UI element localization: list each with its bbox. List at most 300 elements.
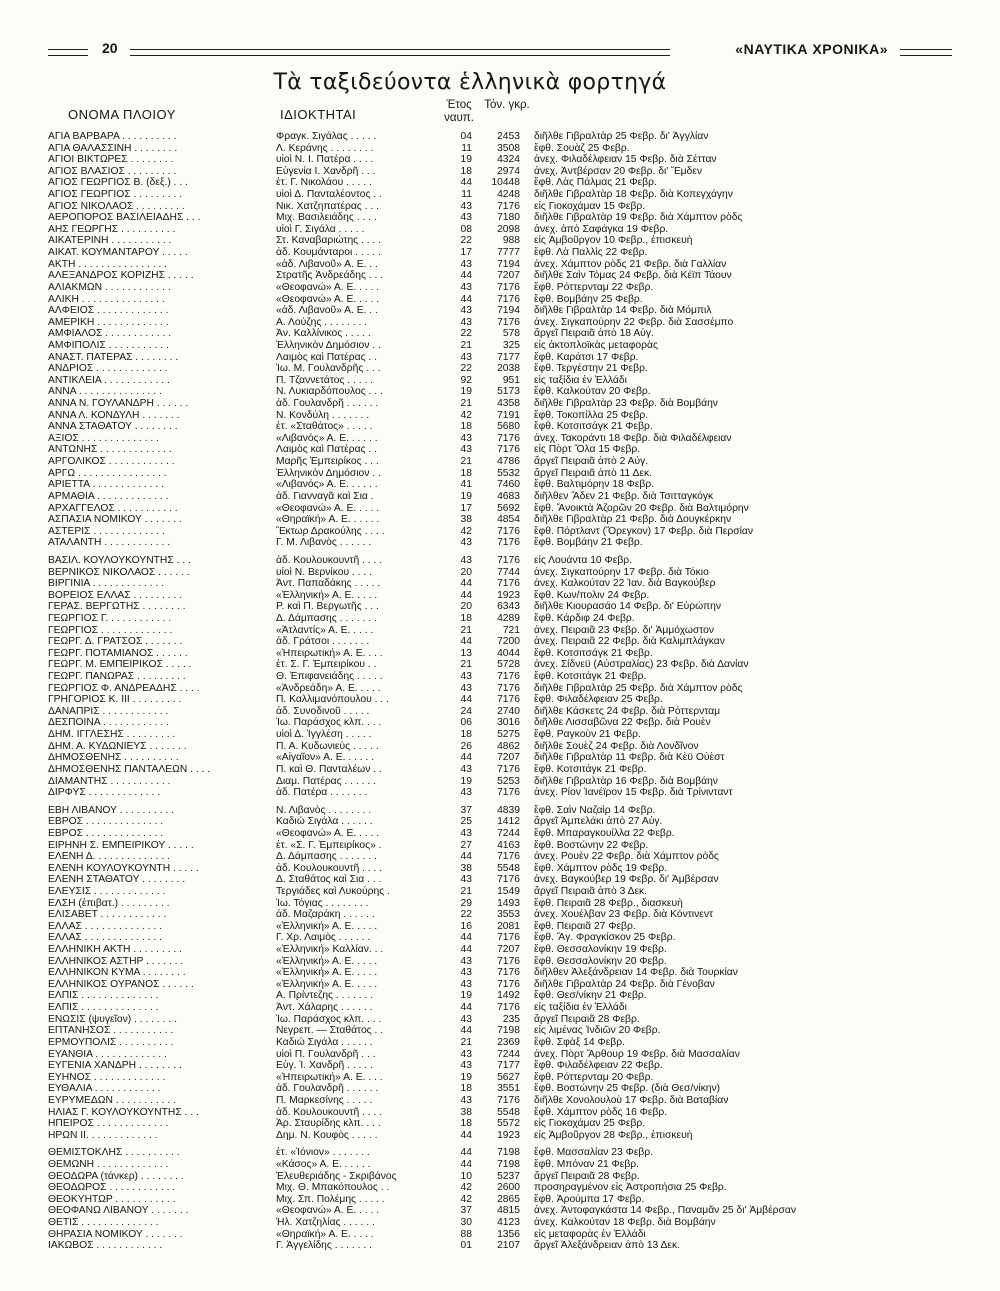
ship-name: ΕΛΕΝΗ Δ. . . . . . . . . . . . . . xyxy=(48,851,170,863)
ship-status: ἀνεχ. Ἀντοφαγκάστα 14 Φεβρ., Παναμᾶν 25 δι' Ἀμβέρσαν xyxy=(534,1205,796,1217)
table-row xyxy=(48,694,940,706)
table-row xyxy=(48,189,940,201)
year-built: 21 xyxy=(460,659,472,671)
ship-owner: Γ. Μ. Λιβανὸς . . . . . . xyxy=(276,537,372,549)
table-row xyxy=(48,1049,940,1061)
year-built: 19 xyxy=(460,490,472,502)
ship-status: ἄργεῖ Πειραιᾶ 28 Φεβρ. xyxy=(534,1013,640,1025)
year-built: 43 xyxy=(460,682,472,694)
ship-name: ΘΕΜΩΝΗ . . . . . . . . . . . . . xyxy=(48,1159,169,1171)
year-built: 18 xyxy=(460,467,472,479)
table-row xyxy=(48,1025,940,1037)
ship-owner: Εὐγ. Ἰ. Χανδρῆ . . . . . xyxy=(276,1060,373,1072)
ship-name: ΕΛΛΗΝΙΚΗ ΑΚΤΗ . . . . . . . . . xyxy=(48,944,182,956)
table-row xyxy=(48,131,940,143)
ship-name: ΕΛΕΝΗ ΚΟΥΛΟΥΚΟΥΝΤΗ . . . . . xyxy=(48,862,199,874)
table-row xyxy=(48,741,940,753)
gross-tons: 5548 xyxy=(497,1106,520,1118)
table-row xyxy=(48,282,940,294)
year-built: 43 xyxy=(460,212,472,224)
year-built: 44 xyxy=(460,589,472,601)
ship-status: ἔφθ. Ἅγ. Φραγκίσκον 25 Φεβρ. xyxy=(534,932,676,944)
gross-tons: 7191 xyxy=(497,409,520,421)
ship-status: εἰς ἀκτοπλοϊκὰς μεταφορὰς xyxy=(534,339,658,351)
table-row xyxy=(48,235,940,247)
table-row xyxy=(48,433,940,445)
ship-owner: «ἀδ. Λιβανοῦ» Α. Ε. . . xyxy=(276,258,378,270)
ship-owner: Ν. Λιβανὸς . . . . . . . . xyxy=(276,804,372,816)
ship-status: ἀνεχ. Βαγκούβερ 19 Φεβρ. δι' Ἀμβέρσαν xyxy=(534,874,719,886)
year-built: 43 xyxy=(460,955,472,967)
ship-status: ἔφθ. Λὰ Παλλὶς 22 Φεβρ. xyxy=(534,247,648,259)
ship-name: ΑΣΠΑΣΙΑ ΝΟΜΙΚΟΥ . . . . . . . xyxy=(48,514,182,526)
ship-status: ἔφθ. Κοτσιτσάγκ 21 Φεβρ. xyxy=(534,421,653,433)
ship-owner: Δ. Δάμπασης . . . . . . . xyxy=(276,612,377,624)
gross-tons: 7777 xyxy=(497,247,520,259)
table-row xyxy=(48,154,940,166)
table-row xyxy=(48,340,940,352)
year-built: 01 xyxy=(460,1240,472,1252)
table-row xyxy=(48,1083,940,1095)
ship-owner: Ἀντ. Χάλαρης . . . . . . xyxy=(276,1002,373,1014)
ship-name: ΘΕΜΙΣΤΟΚΛΗΣ . . . . . . . . . . xyxy=(48,1147,180,1159)
year-built: 26 xyxy=(460,740,472,752)
table-row xyxy=(48,764,940,776)
table-row xyxy=(48,410,940,422)
ship-name: ΑΜΕΡΙΚΗ . . . . . . . . . . . . . xyxy=(48,316,169,328)
ship-name: ΓΕΩΡΓ. ΠΟΤΑΜΙΑΝΟΣ . . . . . . xyxy=(48,647,188,659)
gross-tons: 7176 xyxy=(497,200,520,212)
gross-tons: 4786 xyxy=(497,456,520,468)
year-built: 43 xyxy=(460,787,472,799)
gross-tons: 7177 xyxy=(497,1060,520,1072)
gross-tons: 1923 xyxy=(497,1129,520,1141)
ship-name: ΕΛΣΗ (ἐπιβατ.) . . . . . . . . . xyxy=(48,897,170,909)
ship-name: ΔΙΡΦΥΣ . . . . . . . . . . . . . xyxy=(48,787,161,799)
table-row xyxy=(48,555,940,567)
table-row xyxy=(48,1060,940,1072)
ship-owner: «Λιβανός» Α. Ε. . . . . . xyxy=(276,432,378,444)
table-row xyxy=(48,363,940,375)
year-built: 11 xyxy=(461,142,472,154)
ship-owner: Καδιώ Σιγάλα . . . . . . xyxy=(276,816,373,828)
gross-tons: 7176 xyxy=(497,682,520,694)
ship-name: ΑΛΙΚΗ . . . . . . . . . . . . . . . xyxy=(48,293,165,305)
year-built: 43 xyxy=(460,554,472,566)
table-row xyxy=(48,567,940,579)
gross-tons: 721 xyxy=(502,624,520,636)
gross-tons: 7176 xyxy=(497,316,520,328)
ship-status: διῆλθεν Ἄδεν 21 Φεβρ. διὰ Τσιτταγκόγκ xyxy=(534,490,714,502)
ship-owner: Α. Πρίντεζης . . . . . . . xyxy=(276,990,374,1002)
ship-status: ἔφθ. Τοκοπίλλα 25 Φεβρ. xyxy=(534,409,649,421)
gross-tons: 7200 xyxy=(497,636,520,648)
ship-owner: «Θεοφανώ» Α. Ε. . . . . xyxy=(276,293,380,305)
ship-name: ΑΤΑΛΑΝΤΗ . . . . . . . . . . . . xyxy=(48,537,171,549)
ship-status: εἰς Πὸρτ Ὅλα 15 Φεβρ. xyxy=(534,444,641,456)
ship-status: ἔφθ. Φιλαδέλφειαν 25 Φεβρ. xyxy=(534,694,663,706)
ship-owner: Ἀρ. Σταυρίδης κλπ. . . . xyxy=(276,1118,381,1130)
year-built: 44 xyxy=(460,851,472,863)
ship-status: ἔφθ. Κοτσιτάγκ 21 Φεβρ. xyxy=(534,671,647,683)
ship-owner: «Κάσος» Α. Ε. . . . . . xyxy=(276,1159,371,1171)
year-built: 22 xyxy=(460,363,472,375)
year-built: 22 xyxy=(460,909,472,921)
ship-status: ἄργεῖ Πειραιᾶ ἀπὸ 3 Δεκ. xyxy=(534,886,648,897)
table-row xyxy=(48,247,940,259)
ship-name: ΓΕΩΡΓ. Δ. ΓΡΑΤΣΟΣ . . . . . . . xyxy=(48,636,183,648)
ship-name: ΓΡΗΓΟΡΙΟΣ Κ. ΙΙΙ . . . . . . . . . xyxy=(48,694,182,706)
gross-tons: 7177 xyxy=(497,351,520,363)
year-built: 19 xyxy=(460,775,472,787)
ship-name: ΔΗΜΟΣΘΕΝΗΣ . . . . . . . . . . xyxy=(48,752,179,764)
gross-tons: 7176 xyxy=(497,851,520,863)
table-row xyxy=(48,259,940,271)
ship-status: ἀνεχ. Χάμπτον ρὸδς 21 Φεβρ. διὰ Γαλλίαν xyxy=(534,258,727,270)
ship-owner: ἑτ. «Ἰόνιον» . . . . . . . xyxy=(276,1147,370,1159)
year-built: 06 xyxy=(460,717,472,729)
ship-status: διῆλθε Σαὶν Τόμας 24 Φεβρ. διὰ Κέϊπ Τάουν xyxy=(534,270,732,282)
year-built: 44 xyxy=(460,1159,472,1171)
ship-owner: Ἀντ. Παπαδάκης . . . . . xyxy=(276,578,381,590)
ship-name: ΑΓΙΟΣ ΓΕΩΡΓΙΟΣ Β. (δεξ.) . . . xyxy=(48,177,188,189)
year-built: 27 xyxy=(460,839,472,851)
header-rule-right xyxy=(900,49,952,56)
ship-owner: Στ. Καναβαριώτης . . . . xyxy=(276,235,382,247)
ship-owner: «Θηραϊκή» Α. Ε. . . . . . xyxy=(276,514,380,526)
table-row xyxy=(48,1171,940,1183)
ship-owner: ἀδ. Γιανναγᾶ καὶ Σια . xyxy=(276,490,374,502)
ship-name: ΑΓΙΟΙ ΒΙΚΤΩΡΕΣ . . . . . . . . xyxy=(48,154,174,166)
ship-name: ΑΕΡΟΠΟΡΟΣ ΒΑΣΙΛΕΙΑΔΗΣ . . . xyxy=(48,212,201,224)
year-built: 43 xyxy=(460,827,472,839)
table-row xyxy=(48,1182,940,1194)
table-row xyxy=(48,805,940,817)
ship-status: διῆλθε Κιουρασάο 14 Φεβρ. δι' Εὐρώπην xyxy=(534,601,721,613)
ship-status: ἀνεχ. Φιλαδέλφειαν 15 Φεβρ. διὰ Σέτταν xyxy=(534,154,717,166)
running-head: «ΝΑΥΤΙΚΑ ΧΡΟΝΙΚΑ» xyxy=(735,41,888,57)
year-built: 43 xyxy=(460,1048,472,1060)
ship-name: ΔΑΝΑΠΡΙΣ . . . . . . . . . . . . xyxy=(48,705,169,717)
year-built: 44 xyxy=(460,578,472,590)
ship-status: εἰς Γιοκοχάμαν 25 Φεβρ. xyxy=(534,1118,646,1130)
ship-owner: Ἰω. Μ. Γουλανδρῆς . . . xyxy=(276,363,381,375)
gross-tons: 2098 xyxy=(497,223,520,235)
year-built: 19 xyxy=(460,990,472,1002)
table-row xyxy=(48,729,940,741)
gross-tons: 7176 xyxy=(497,432,520,444)
ship-status: ἄργεῖ Πειραιᾶ ἀπὸ 18 Αὐγ. xyxy=(534,328,654,340)
ship-status: ἔφθ. Σφὰξ 14 Φεβρ. xyxy=(534,1036,625,1048)
ship-name: ΓΕΩΡΓΙΟΣ Φ. ΑΝΔΡΕΑΔΗΣ . . . . xyxy=(48,682,200,694)
gross-tons: 5253 xyxy=(497,775,520,787)
year-built: 04 xyxy=(460,131,472,142)
ship-owner: «Αἰγαῖον» Α. Ε. . . . . . xyxy=(276,752,375,764)
year-built: 21 xyxy=(460,456,472,468)
year-built: 44 xyxy=(460,752,472,764)
table-row xyxy=(48,1037,940,1049)
ship-name: ΘΗΡΑΣΙΑ ΝΟΜΙΚΟΥ . . . . . . . xyxy=(48,1228,183,1240)
ship-name: ΑΝΝΑ Λ. ΚΟΝΔΥΛΗ . . . . . . . xyxy=(48,409,180,421)
table-row xyxy=(48,851,940,863)
ship-owner: ἀδ. Μαζαράκη . . . . . . xyxy=(276,909,375,921)
ship-owner: Εὐγενία Ι. Χανδρῆ . . . xyxy=(276,165,376,177)
gross-tons: 2038 xyxy=(497,363,520,375)
ship-status: ἀνεχ. Χουέλβαν 23 Φεβρ. διὰ Κόντινεντ xyxy=(534,909,714,921)
table-row xyxy=(48,590,940,602)
ship-status: ἄργεῖ Ἀμπελάκι ἀπὸ 27 Αὐγ. xyxy=(534,816,663,828)
gross-tons: 4248 xyxy=(497,189,520,201)
ship-owner: «Ἑλληνική» Α. Ε. . . . . xyxy=(276,967,378,979)
ship-owner: ἀδ. Κουλουκουντῆ . . . . xyxy=(276,554,383,566)
gross-tons: 5572 xyxy=(497,1118,520,1130)
gross-tons: 2453 xyxy=(497,131,520,142)
gross-tons: 7207 xyxy=(497,270,520,282)
ship-owner: Νεγρεπ. — Σταθάτος . . xyxy=(276,1025,384,1037)
table-row xyxy=(48,1217,940,1229)
table-row xyxy=(48,1002,940,1014)
ship-status: ἔφθ. Σαὶν Ναζαὶρ 14 Φεβρ. xyxy=(534,804,656,816)
gross-tons: 7207 xyxy=(497,944,520,956)
gross-tons: 7176 xyxy=(497,763,520,775)
gross-tons: 578 xyxy=(502,328,520,340)
table-row xyxy=(48,898,940,910)
ship-status: διῆλθε Γιβραλτὰρ 23 Φεβρ. διὰ Βομβάην xyxy=(534,398,718,410)
ship-name: ΕΛΕΝΗ ΣΤΑΘΑΤΟΥ . . . . . . . . xyxy=(48,874,186,886)
ship-name: ΕΥΓΕΝΙΑ ΧΑΝΔΡΗ . . . . . . . . xyxy=(48,1060,182,1072)
table-row xyxy=(48,328,940,340)
table-row xyxy=(48,909,940,921)
gross-tons: 4683 xyxy=(497,490,520,502)
ship-name: ΕΛΠΙΣ . . . . . . . . . . . . . . xyxy=(48,1002,159,1014)
gross-tons: 3016 xyxy=(497,717,520,729)
year-built: 43 xyxy=(460,444,472,456)
ship-name: ΑΓΙΑ ΒΑΡΒΑΡΑ . . . . . . . . . . xyxy=(48,131,177,142)
header-rule-left xyxy=(48,49,88,56)
ship-status: διῆλθε Λισσαβῶνα 22 Φεβρ. διὰ Ρουὲν xyxy=(534,717,711,729)
ship-owner: Π. Τζαννετάτος . . . . . xyxy=(276,374,374,386)
ship-owner: «Ἀτλαντίς» Α. Ε. . . . . xyxy=(276,624,374,636)
gross-tons: 4324 xyxy=(497,154,520,166)
ship-owner: «Ἠπειρωτική» Α. Ε. . . . xyxy=(276,1071,383,1083)
ship-owner: ἀδ. Κουμάνταροι . . . . . xyxy=(276,247,381,259)
year-built: 37 xyxy=(460,1205,472,1217)
table-row xyxy=(48,398,940,410)
table-row xyxy=(48,659,940,671)
ship-name: ΒΑΣΙΛ. ΚΟΥΛΟΥΚΟΥΝΤΗΣ . . . xyxy=(48,554,191,566)
gross-tons: 7244 xyxy=(497,1048,520,1060)
year-built: 38 xyxy=(460,514,472,526)
ship-name: ΑΙΚΑΤΕΡΙΝΗ . . . . . . . . . . . xyxy=(48,235,172,247)
gross-tons: 2107 xyxy=(497,1240,520,1252)
ship-status: ἔφθ. Ρόττερνταμ 22 Φεβρ. xyxy=(534,281,654,293)
ship-status: ἀνεχ. Σιγκαπούρην 17 Φεβρ. διὰ Τόκιο xyxy=(534,566,709,578)
ship-owner: ἀδ. Συνοδινοῦ . . . . . xyxy=(276,705,370,717)
ship-status: προσηραγμένον εἰς Ἀστροπήσια 25 Φεβρ. xyxy=(534,1182,727,1194)
ship-owner: Π. Α. Κυδωνιεὺς . . . . . xyxy=(276,740,379,752)
gross-tons: 7194 xyxy=(497,258,520,270)
table-row xyxy=(48,537,940,549)
ship-status: ἄργεῖ Πειραιᾶ ἀπὸ 2 Αὐγ. xyxy=(534,456,649,468)
gross-tons: 4862 xyxy=(497,740,520,752)
table-row xyxy=(48,706,940,718)
ship-owner: Λαιμὸς καὶ Πατέρας . . xyxy=(276,444,377,456)
ship-name: ΑΝΔΡΙΟΣ . . . . . . . . . . . . . xyxy=(48,363,168,375)
ship-status: ἔφθ. Μασσαλίαν 23 Φεβρ. xyxy=(534,1147,654,1159)
ship-name: ΑΡΓΟΛΙΚΟΣ . . . . . . . . . . . . xyxy=(48,456,175,468)
gross-tons: 7744 xyxy=(497,566,520,578)
ship-status: ἀνεχ. Πειραιᾶ 23 Φεβρ. δι' Ἀμμόχωστον xyxy=(534,624,715,636)
year-built: 21 xyxy=(460,624,472,636)
year-built: 43 xyxy=(460,281,472,293)
ship-name: ΕΛΠΙΣ . . . . . . . . . . . . . . xyxy=(48,990,159,1002)
gross-tons: 5692 xyxy=(497,502,520,514)
gross-tons: 7176 xyxy=(497,978,520,990)
ship-name: ΗΛΙΑΣ Γ. ΚΟΥΛΟΥΚΟΥΝΤΗΣ . . . xyxy=(48,1106,199,1118)
year-built: 19 xyxy=(460,1071,472,1083)
year-built: 42 xyxy=(460,409,472,421)
gross-tons: 4839 xyxy=(497,804,520,816)
year-built: 44 xyxy=(460,944,472,956)
ship-status: ἔφθ. Χάμπτον ρὸδς 16 Φεβρ. xyxy=(534,1106,668,1118)
table-row xyxy=(48,1072,940,1084)
ship-status: ἔφθ. Ἀρούμπα 17 Φεβρ. xyxy=(534,1193,645,1205)
ship-name: ΔΗΜ. ΙΓΓΛΕΣΗΣ . . . . . . . . . xyxy=(48,729,176,741)
ship-status: ἔφθ. Βομβάην 21 Φεβρ. xyxy=(534,537,643,549)
table-row xyxy=(48,375,940,387)
gross-tons: 6343 xyxy=(497,601,520,613)
ship-status: διῆλθε Χονολουλοὺ 17 Φεβρ. διὰ Βαταβίαν xyxy=(534,1094,729,1106)
ship-owner: «Ἑλληνική» Α. Ε. . . . . xyxy=(276,955,378,967)
table-row xyxy=(48,990,940,1002)
table-row xyxy=(48,816,940,828)
ship-name: ΕΥΗΝΟΣ . . . . . . . . . . . . . xyxy=(48,1071,166,1083)
gross-tons: 2865 xyxy=(497,1193,520,1205)
ship-owner: Στρατῆς Ἀνδρεάδης . . . xyxy=(276,270,384,282)
year-built: 44 xyxy=(460,1002,472,1014)
ship-status: εἰς μεταφορὰς ἐν Ἑλλάδι xyxy=(534,1228,646,1240)
ship-owner: Γ. Ἀγγελίδης . . . . . . . xyxy=(276,1240,372,1252)
ship-owner: ἀδ. Κουλουκουντῆ . . . . xyxy=(276,1106,383,1118)
ship-owner: Ἀν. Καλλίνικος . . . . . xyxy=(276,328,371,340)
year-built: 18 xyxy=(460,165,472,177)
header-rule-middle xyxy=(130,49,670,56)
table-row xyxy=(48,456,940,468)
ship-owner: ἀδ. Γουλανδρῆ . . . . . . xyxy=(276,1083,379,1095)
ship-status: ἄργεῖ Πειραιᾶ 28 Φεβρ. xyxy=(534,1170,640,1182)
gross-tons: 7176 xyxy=(497,444,520,456)
gross-tons: 5548 xyxy=(497,862,520,874)
ship-owner: Λ. Κεράνης . . . . . . . . xyxy=(276,142,374,154)
gross-tons: 7198 xyxy=(497,1159,520,1171)
year-built: 18 xyxy=(460,1118,472,1130)
table-row xyxy=(48,1205,940,1217)
column-header-owners: ΙΔΙΟΚΤΗΤΑΙ xyxy=(280,107,357,122)
year-built: 43 xyxy=(460,763,472,775)
ship-name: ΑΡΧΑΓΓΕΛΟΣ . . . . . . . . . . . xyxy=(48,502,178,514)
ship-owner: Ἰω. Παράσχος κλπ. . . . xyxy=(276,717,382,729)
ship-owner: Ν. Λυκιαρδόπουλος . . . xyxy=(276,386,383,398)
ship-status: ἀνεχ. Καλκούταν 18 Φεβρ. διὰ Βομβάην xyxy=(534,1217,716,1229)
ship-name: ΔΗΜΟΣΘΕΝΗΣ ΠΑΝΤΑΛΕΩΝ . . . . xyxy=(48,763,211,775)
table-row xyxy=(48,270,940,282)
table-row xyxy=(48,1095,940,1107)
gross-tons: 7176 xyxy=(497,578,520,590)
gross-tons: 7176 xyxy=(497,1002,520,1014)
ship-owner: Ἐλευθεριάδης - Σκριβάνος xyxy=(276,1170,397,1182)
gross-tons: 7176 xyxy=(497,967,520,979)
ship-status: ἀνεχ. Πειραιᾶ 22 Φεβρ. διὰ Καλιμπλάγκαν xyxy=(534,636,725,648)
ship-name: ΑΣΤΕΡΙΣ . . . . . . . . . . . . . xyxy=(48,525,165,537)
ship-status: διῆλθε Γιβραλτὰρ 25 Φεβρ. δι' Ἀγγλίαν xyxy=(534,131,709,142)
table-row xyxy=(48,526,940,538)
gross-tons: 7176 xyxy=(497,874,520,886)
table-row xyxy=(48,294,940,306)
ship-status: διῆλθε Σουὲζ 24 Φεβρ. διὰ Λονδῖνον xyxy=(534,740,699,752)
ship-owner: Τεργιάδες καὶ Λυκούρης . xyxy=(276,886,390,897)
gross-tons: 2740 xyxy=(497,705,520,717)
ship-owner: Δ. Σταθάτος καὶ Σια . . . xyxy=(276,874,382,886)
ship-name: ΕΡΜΟΥΠΟΛΙΣ . . . . . . . . . . xyxy=(48,1036,174,1048)
ship-name: ΕΠΤΑΝΗΣΟΣ . . . . . . . . . . . xyxy=(48,1025,174,1037)
year-built: 42 xyxy=(460,1193,472,1205)
year-built: 38 xyxy=(460,1106,472,1118)
column-header-year-built: Έτος ναυπ. xyxy=(444,99,474,124)
ship-name: ΙΑΚΩΒΟΣ . . . . . . . . . . . . xyxy=(48,1240,163,1252)
gross-tons: 2600 xyxy=(497,1182,520,1194)
table-row xyxy=(48,601,940,613)
ship-owner: «Θεοφανώ» Α. Ε. . . . . xyxy=(276,502,380,514)
gross-tons: 988 xyxy=(502,235,520,247)
ship-name: ΕΝΩΣΙΣ (ψυγεῖον) . . . . . . . . xyxy=(48,1013,177,1025)
ship-name: ΕΛΛΗΝΙΚΟΝ ΚΥΜΑ . . . . . . . . xyxy=(48,967,186,979)
year-built: 21 xyxy=(460,1036,472,1048)
ship-owner: «Θηραϊκή» Α. Ε. . . . . xyxy=(276,1228,374,1240)
table-row xyxy=(48,840,940,852)
table-row xyxy=(48,1159,940,1171)
ship-status: ἔφθ. Θεσσαλονίκην 19 Φεβρ. xyxy=(534,944,667,956)
year-built: 10 xyxy=(460,1170,472,1182)
table-row xyxy=(48,503,940,515)
ship-name: ΑΙΚΑΤ. ΚΟΥΜΑΝΤΑΡΟΥ . . . . . xyxy=(48,247,188,259)
ship-owner: Π. καὶ Θ. Πανταλέων . . xyxy=(276,763,382,775)
table-row xyxy=(48,979,940,991)
gross-tons: 4815 xyxy=(497,1205,520,1217)
year-built: 43 xyxy=(460,1013,472,1025)
ship-status: ἔφθ. Πειραιᾶ 28 Φεβρ., διασκευὴ xyxy=(534,897,683,909)
ship-owner: Ἑλληνικὸν Δημόσιον . . xyxy=(276,467,381,479)
year-built: 18 xyxy=(460,612,472,624)
ship-name: ΓΕΩΡΓΙΟΣ . . . . . . . . . . . . . xyxy=(48,624,173,636)
ship-owner: Γ. Χρ. Λαιμὸς . . . . . . xyxy=(276,932,371,944)
table-row xyxy=(48,444,940,456)
gross-tons: 5275 xyxy=(497,729,520,741)
gross-tons: 7176 xyxy=(497,694,520,706)
table-row xyxy=(48,625,940,637)
ship-owner: Θ. Ἐπιφανειάδης . . . . . xyxy=(276,671,383,683)
ship-name: ΘΕΟΔΩΡΑ (τάνκερ) . . . . . . . . xyxy=(48,1170,184,1182)
table-row xyxy=(48,317,940,329)
year-built: 37 xyxy=(460,804,472,816)
article-title: Τὰ ταξιδεύοντα ἑλληνικὰ φορτηγά xyxy=(273,70,667,95)
ship-owner: Καδιώ Σιγάλα . . . . . . xyxy=(276,1036,373,1048)
year-built: 43 xyxy=(460,874,472,886)
ship-owner: Ἰω. Παράσχος κλπ. . . . xyxy=(276,1013,382,1025)
ship-name: ΕΛΛΑΣ . . . . . . . . . . . . . . xyxy=(48,932,162,944)
ship-owner: Δ. Δάμπασης . . . . . . . xyxy=(276,851,377,863)
year-built: 42 xyxy=(460,525,472,537)
table-row xyxy=(48,613,940,625)
